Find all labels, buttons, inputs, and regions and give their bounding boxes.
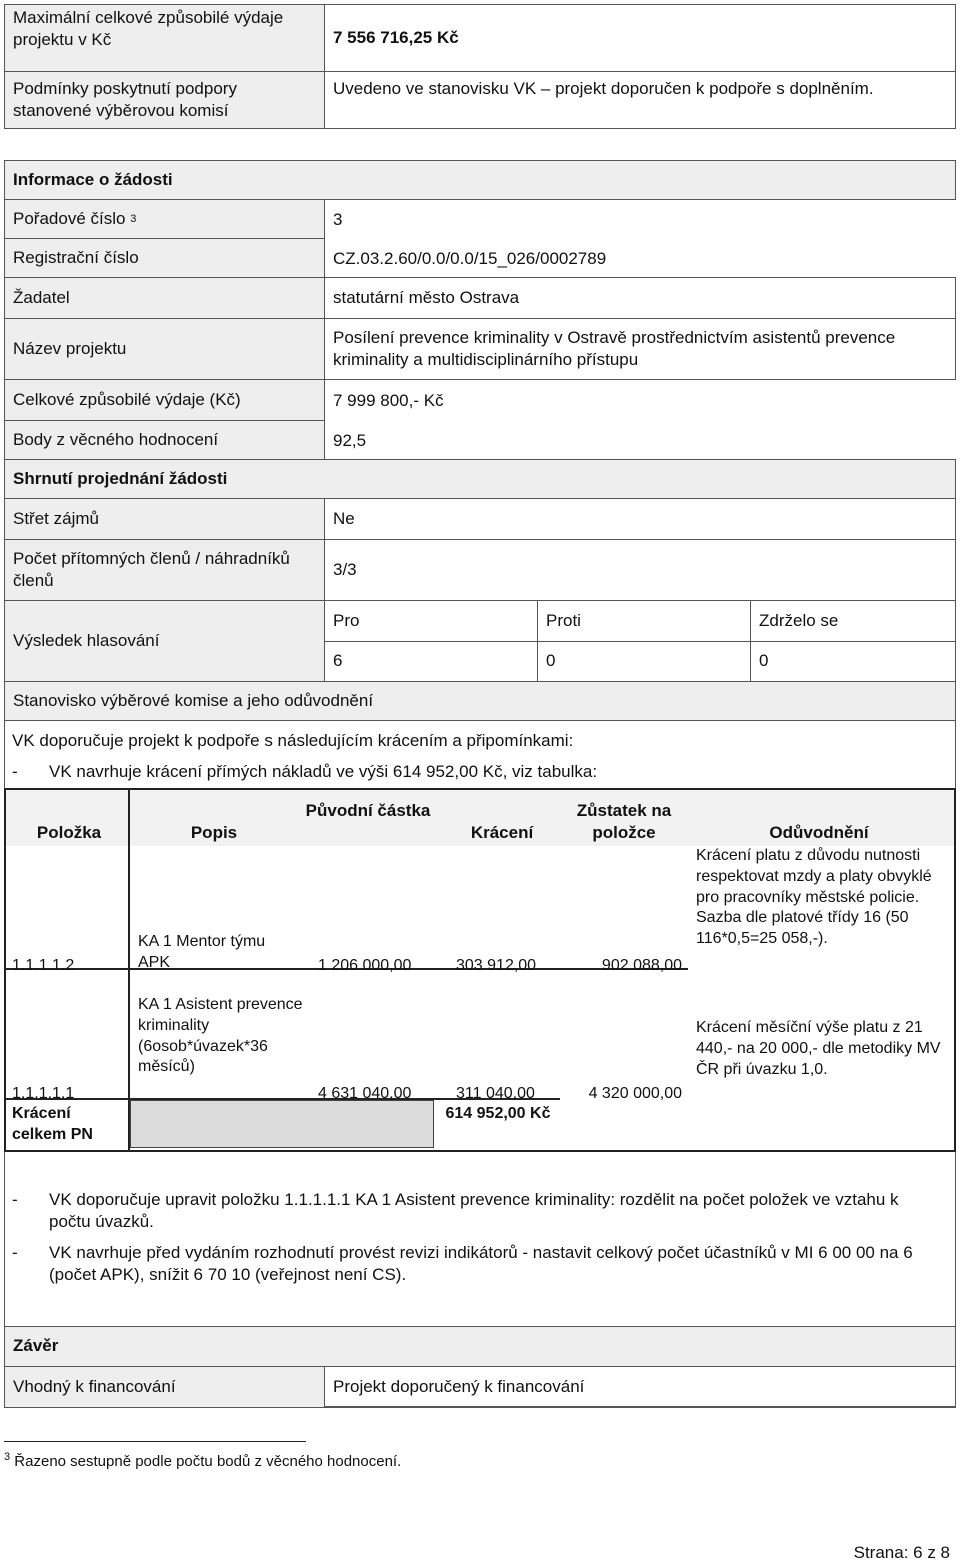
vote-header-abstain: Zdrželo se <box>759 610 839 630</box>
total-row-gray <box>130 1100 434 1148</box>
conclusion-value-cell <box>324 1366 956 1408</box>
opinion-bullet-3: VK navrhuje před vydáním rozhodnutí provést revizi indikátorů - nastavit celkový počet účastníků v MI 6 00 00 na 6 (počet APK), snížit 6 70 10 (veřejnost není CS). <box>49 1243 913 1285</box>
conclusion-label-cell <box>4 1366 325 1408</box>
conditions-label: Podmínky poskytnutí podpory stanovené výběrovou komisí <box>13 79 237 121</box>
vote-value-abstain-cell <box>750 641 956 682</box>
row1-remain: 902 088,00 <box>601 957 682 974</box>
max-costs-label-cell <box>4 4 325 72</box>
members-label-cell <box>4 539 325 601</box>
costs-label-cell <box>4 379 325 421</box>
vote-value-proti: 0 <box>546 651 556 671</box>
row1-original: 1 206 000,00 <box>318 957 412 974</box>
footnote-text: Řazeno sestupně podle počtu bodů z věcného hodnocení. <box>14 1453 402 1470</box>
vote-value-abstain: 0 <box>759 651 769 671</box>
vote-header-pro: Pro <box>333 610 360 630</box>
costs-value: 7 999 800,- Kč <box>333 391 444 410</box>
reg-value: CZ.03.2.60/0.0/0.0/15_026/0002789 <box>333 249 607 268</box>
conflict-value: Ne <box>333 508 355 528</box>
costs-label: Celkové způsobilé výdaje (Kč) <box>13 389 241 409</box>
applicant-label-cell <box>4 277 325 319</box>
header-desc: Popis <box>190 823 238 842</box>
conflict-label: Střet zájmů <box>13 508 99 528</box>
vote-header-abstain-cell <box>750 600 956 642</box>
opinion-bullet-1: VK navrhuje krácení přímých nákladů ve výši 614 952,00 Kč, viz tabulka: <box>49 762 598 781</box>
project-label: Název projektu <box>13 338 127 358</box>
row1-cut: 303 912,00 <box>456 957 537 974</box>
vote-label: Výsledek hlasování <box>13 630 160 650</box>
conclusion-heading: Závěr <box>13 1336 59 1356</box>
members-label: Počet přítomných členů / náhradníků členů <box>13 548 290 590</box>
footnote <box>4 1452 401 1472</box>
vote-value-pro: 6 <box>333 651 343 671</box>
info-heading: Informace o žádosti <box>13 169 173 189</box>
applicant-value: statutární město Ostrava <box>333 287 520 307</box>
row2-remain: 4 320 000,00 <box>588 1085 682 1102</box>
conclusion-value: Projekt doporučený k financování <box>333 1376 585 1396</box>
points-label-cell <box>4 420 325 460</box>
summary-heading-cell <box>4 459 956 499</box>
row2-item: 1.1.1.1.1 <box>12 1085 75 1102</box>
vote-value-pro-cell <box>324 641 538 682</box>
page-number: Strana: 6 z 8 <box>853 1543 950 1561</box>
row2-reason: Krácení měsíční výše platu z 21 440,- na 20 000,- dle metodiky MV ČR při úvazku 1,0. <box>696 1019 941 1078</box>
header-remain: Zůstatek na položce <box>576 801 672 843</box>
conflict-label-cell <box>4 498 325 540</box>
order-value: 3 <box>333 210 343 229</box>
row1-desc: KA 1 Mentor týmu APK <box>138 933 266 971</box>
vote-header-pro-cell <box>324 600 538 642</box>
points-label: Body z věcného hodnocení <box>13 429 219 449</box>
row1-reason: Krácení platu z důvodu nutnosti respektovat mzdy a platy obvyklé pro pracovníky městské policie. Sazba dle platové třídy 16 (50 116*0,5=25 058,-). <box>696 847 932 948</box>
applicant-label: Žadatel <box>13 287 70 307</box>
points-value: 92,5 <box>333 431 367 450</box>
bullet-dash-2: - <box>12 1190 18 1209</box>
max-costs-value-cell <box>324 4 956 72</box>
project-label-cell <box>4 318 325 380</box>
project-value-cell <box>324 318 956 380</box>
reg-label-cell <box>4 238 325 278</box>
bullet-dash-1: - <box>12 762 18 781</box>
bullet-dash-3: - <box>12 1243 18 1262</box>
order-label: Pořadové číslo <box>13 208 126 228</box>
conflict-value-cell <box>324 498 956 540</box>
row2-desc: KA 1 Asistent prevence kriminality (6osob*úvazek*36 měsíců) <box>138 996 303 1076</box>
project-value: Posílení prevence kriminality v Ostravě prostřednictvím asistentů prevence kriminality a multidisciplinárního přístupu <box>333 327 896 369</box>
header-item: Položka <box>36 823 102 842</box>
applicant-value-cell <box>324 277 956 319</box>
vote-label-cell <box>4 600 325 682</box>
row1-item: 1.1.1.1.2 <box>12 957 75 974</box>
header-reason: Odůvodnění <box>769 823 869 842</box>
conditions-value-cell <box>324 71 956 129</box>
conclusion-heading-cell <box>4 1326 956 1367</box>
opinion-bullet-2: VK doporučuje upravit položku 1.1.1.1.1 KA 1 Asistent prevence kriminality: rozdělit na počet položek ve vztahu k počtu úvazků. <box>49 1190 899 1232</box>
conclusion-label: Vhodný k financování <box>13 1376 176 1396</box>
footnote-mark: 3 <box>4 1451 11 1463</box>
reg-label: Registrační číslo <box>13 247 139 267</box>
header-original: Původní částka <box>305 801 431 820</box>
footnote-rule <box>4 1441 306 1442</box>
order-label-cell: Pořadové číslo 3 <box>4 199 325 239</box>
vote-value-proti-cell <box>537 641 751 682</box>
max-costs-label: Maximální celkové způsobilé výdaje projektu v Kč <box>13 8 284 50</box>
opinion-label-cell <box>4 681 956 721</box>
header-cut: Krácení <box>470 823 534 842</box>
budget-table <box>4 788 956 1152</box>
summary-heading: Shrnutí projednání žádosti <box>13 468 228 488</box>
opinion-intro: VK doporučuje projekt k podpoře s následujícím krácením a připomínkami: <box>12 731 574 750</box>
opinion-label: Stanovisko výběrové komise a jeho odůvodnění <box>13 690 374 710</box>
row2-original: 4 631 040,00 <box>318 1085 412 1102</box>
total-label: Krácení celkem PN <box>12 1105 93 1143</box>
members-value: 3/3 <box>333 559 357 579</box>
total-value: 614 952,00 Kč <box>445 1105 551 1122</box>
row2-cut: 311 040,00 <box>456 1085 535 1102</box>
max-costs-value: 7 556 716,25 Kč <box>333 27 459 47</box>
conditions-value: Uvedeno ve stanovisku VK – projekt doporučen k podpoře s doplněním. <box>333 79 874 98</box>
conditions-label-cell <box>4 71 325 129</box>
members-value-cell <box>324 539 956 601</box>
info-heading-cell <box>4 160 956 200</box>
vote-header-proti: Proti <box>546 610 581 630</box>
vote-header-proti-cell <box>537 600 751 642</box>
